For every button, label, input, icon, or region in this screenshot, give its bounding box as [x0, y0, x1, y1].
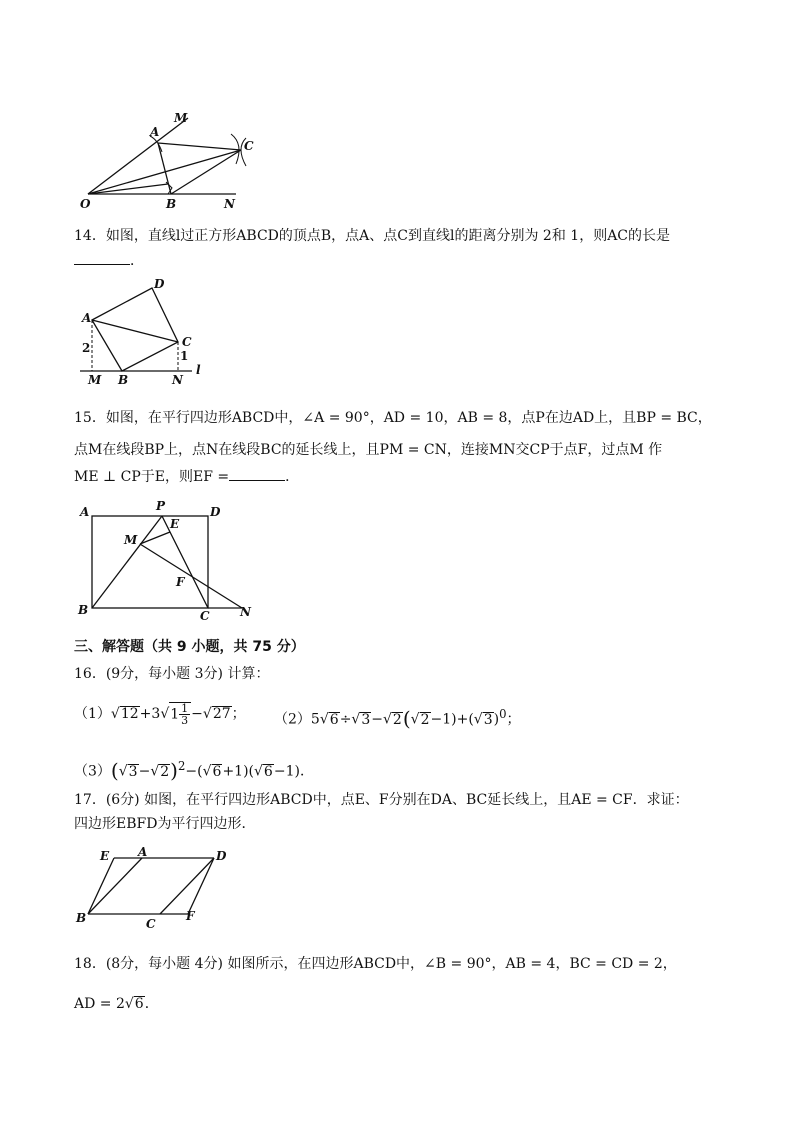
q16-p3-sqrt6b: 6	[263, 763, 273, 780]
fig13-label-o: O	[80, 197, 91, 211]
q15-text3: ME ⊥ CP于E，则EF =	[74, 469, 230, 485]
q15-line1	[74, 408, 712, 428]
q16-p1-minus: −	[191, 706, 203, 722]
q16-p2-coef: 5	[310, 711, 320, 728]
q15-line2	[74, 440, 662, 460]
fig15-label-c: C	[200, 609, 210, 623]
figure-angle-construction	[76, 108, 266, 213]
q16-p1-sqrt27: 27	[212, 706, 231, 722]
fig13-label-b: B	[166, 197, 177, 211]
fig17-label-c: C	[146, 917, 156, 931]
fig13-label-n: N	[224, 197, 235, 211]
q16-p2-open: (	[402, 706, 411, 731]
fig15-label-d: D	[210, 505, 221, 519]
q16-p2-mid: −1)+(	[430, 711, 474, 728]
q16-p3-sqrt3: 3	[128, 763, 138, 780]
q16-p3-exp: 2	[177, 759, 186, 773]
q14-end: ．	[130, 253, 144, 269]
q18-text1: 18．(8分，每小题 4分) 如图所示，在四边形ABCD中，∠B = 90°，AB = 4，BC = CD = 2，	[74, 956, 677, 972]
q16-p2-sqrt3: 3	[361, 711, 371, 728]
q15-answer-blank[interactable]	[229, 466, 285, 481]
q16-part2: $(2)5√6\div√3-√2(√2-1)+(√3)^0$；	[274, 706, 521, 731]
fig15-label-e: E	[170, 517, 180, 531]
fig15-label-m: M	[124, 533, 138, 547]
q17-line2	[74, 814, 255, 834]
q16-p2-label: （2）	[274, 711, 311, 728]
q16-p3-label: （3）	[74, 763, 111, 780]
q16-p1-sqrt12: 12	[120, 706, 139, 722]
section3-heading: 三、解答题（共 9 小题，共 75 分）	[74, 639, 305, 655]
fig14-label-c: C	[182, 335, 192, 349]
figure-rectangle-svg	[76, 498, 256, 623]
fig15-label-a: A	[80, 505, 90, 519]
q16-p2-div: ÷	[339, 711, 352, 728]
fig14-label-a: A	[82, 311, 92, 325]
q16-p3-mid: +1)(	[222, 763, 254, 780]
q16-p2-sqrt6: 6	[329, 711, 339, 728]
figure-square-line	[78, 278, 208, 388]
q16-part3: $(3)(√3-√2)^2-(√6+1)(√6-1)$．	[74, 758, 314, 783]
q16-intro-text: 16．(9分，每小题 3分) 计算：	[74, 666, 270, 682]
q16-p2-end: ；	[506, 711, 521, 728]
fig14-label-2: 2	[82, 341, 91, 355]
q16-p1-plus3: +3	[139, 706, 161, 722]
figure-angle-svg	[76, 108, 266, 213]
fig15-label-b: B	[78, 603, 89, 617]
q16-intro	[74, 664, 269, 684]
q16-p3-minus2: −(	[185, 763, 203, 780]
q16-p2-close: )	[493, 711, 500, 728]
q16-p2-exp: 0	[499, 707, 507, 721]
q14-line1	[74, 226, 670, 246]
q16-p1-end: ；	[231, 706, 246, 722]
q16-p1-den: 3	[181, 713, 189, 727]
figure-parallelogram	[74, 846, 234, 931]
q16-p2-sqrt2b: 2	[420, 711, 430, 728]
fig14-label-m: M	[88, 373, 102, 387]
fig14-label-b: B	[118, 373, 129, 387]
q17-line1	[74, 790, 689, 810]
section-heading	[74, 637, 305, 657]
fig17-label-a: A	[138, 845, 148, 859]
q16-p3-open: (	[110, 758, 119, 783]
fig17-label-e: E	[100, 849, 110, 863]
q16-p1-fraction	[179, 703, 190, 726]
q15-end: ．	[285, 469, 300, 485]
q16-part1: （1）√12+3√1 $\frac{1}{3}$ −√27；	[74, 701, 246, 727]
fig13-label-c: C	[244, 139, 254, 153]
fig14-label-1: 1	[180, 349, 189, 363]
q14-answer-blank[interactable]	[74, 250, 130, 265]
fig14-label-d: D	[154, 277, 165, 291]
q18-text2a: AD = 2	[74, 996, 125, 1012]
q15-text1: 15．如图，在平行四边形ABCD中，∠A = 90°，AD = 10，AB = 8，点P在边AD上，且BP = BC，	[74, 410, 712, 426]
q16-p1-whole: 1	[170, 706, 180, 722]
fig15-label-n: N	[240, 605, 251, 619]
fig13-label-a: A	[150, 125, 160, 139]
q16-p3-minus: −	[138, 763, 151, 780]
q18-sqrt6: 6	[134, 996, 144, 1012]
fig17-label-b: B	[76, 911, 87, 925]
q16-p3-sqrt6: 6	[212, 763, 222, 780]
q14-text: 14．如图，直线l过正方形ABCD的顶点B，点A、点C到直线l的距离分别为 2和 1，则AC的长是	[74, 228, 671, 244]
q18-end: ．	[144, 996, 159, 1012]
figure-parallelogram-svg	[74, 846, 234, 931]
fig17-label-d: D	[216, 849, 227, 863]
q16-p3-end: −1)．	[273, 763, 314, 780]
figure-rectangle	[76, 498, 256, 623]
q16-p1-num: 1	[181, 701, 189, 715]
q16-p2-sqrt3b: 3	[483, 711, 493, 728]
fig15-label-f: F	[176, 575, 185, 589]
q14-line2	[74, 250, 144, 271]
q16-p3-sqrt2: 2	[160, 763, 170, 780]
q18-line1	[74, 954, 677, 974]
q15-line3	[74, 466, 299, 487]
q16-p1-sqrt-mixed	[169, 702, 191, 726]
q17-text2: 四边形EBFD为平行四边形．	[74, 816, 256, 832]
fig14-label-l: l	[196, 363, 201, 377]
fig14-label-n: N	[172, 373, 183, 387]
q15-text2: 点M在线段BP上，点N在线段BC的延长线上，且PM = CN，连接MN交CP于点F，过点M 作	[74, 442, 663, 458]
fig15-label-p: P	[156, 499, 166, 513]
q17-text1: 17．(6分) 如图，在平行四边形ABCD中，点E、F分别在DA、BC延长线上，且AE = CF．求证：	[74, 792, 689, 808]
figure-square-svg	[78, 278, 208, 388]
fig17-label-f: F	[186, 909, 195, 923]
q16-p2-minus: −	[371, 711, 383, 728]
q18-line2: AD = 2√6．	[74, 996, 159, 1012]
q16-p1-label: （1）	[74, 706, 111, 722]
q16-p2-sqrt2: 2	[392, 711, 402, 728]
fig13-label-m: M	[174, 111, 188, 125]
q16-p3-close: )	[170, 758, 178, 783]
